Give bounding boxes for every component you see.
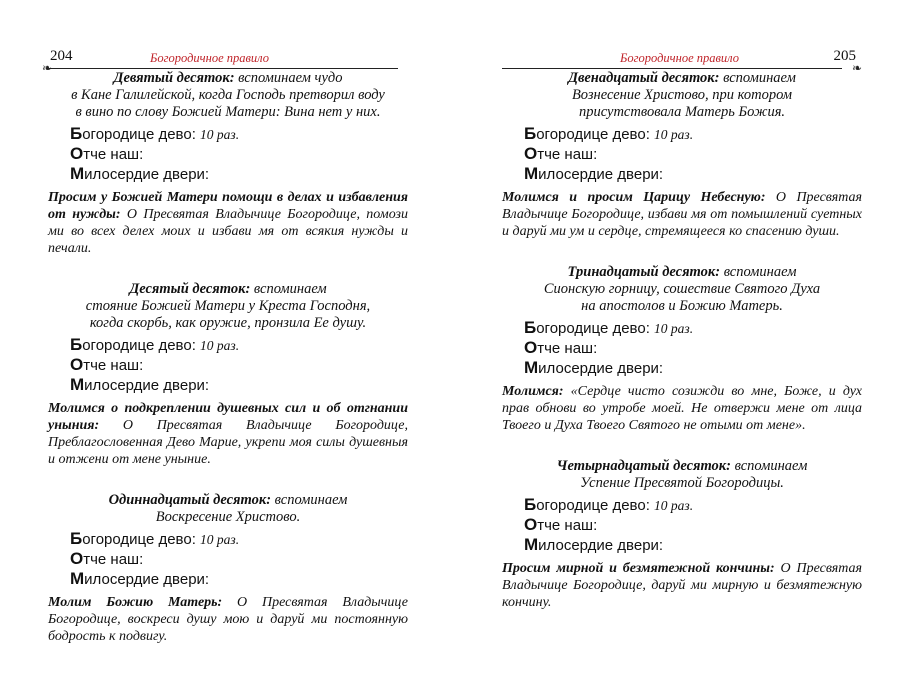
section-heading: Десятый десяток: вспоминаем стояние Божией Матери у Креста Господня, когда скорбь, как оружие, пронзила Ее душу.: [85, 281, 371, 331]
prayer-line: Отче наш:: [70, 549, 144, 568]
prayer-paragraph: Просим у Божией Матери помощи в делах и избавления от нужды: О Пресвятая Владычице Богородице, помози ми во всех делех моих и избави мя от всякия нужды и печали.: [48, 190, 408, 256]
prayer-line: Богородице дево: 10 раз.: [70, 529, 240, 548]
prayer-line: Богородице дево: 10 раз.: [524, 318, 694, 337]
running-title: Богородичное правило: [150, 51, 270, 65]
prayer-list: [502, 495, 862, 555]
prayer-line: Отче наш:: [70, 144, 144, 163]
header-rule: [48, 68, 398, 69]
section-heading: Двенадцатый десяток: вспоминаем Вознесение Христово, при котором присутствовала Матерь Божия.: [568, 70, 796, 120]
prayer-line: Отче наш:: [70, 355, 144, 374]
prayer-list: [48, 335, 408, 395]
decade-section: [502, 458, 862, 611]
decade-section: [48, 281, 408, 468]
running-title: Богородичное правило: [620, 51, 740, 65]
prayer-paragraph: Молимся о подкреплении душевных сил и об отгнании уныния: О Пресвятая Владычице Богородице, Преблагословенная Дево Марие, укрепи моя силы душевныя и отжени от мене уныние.: [48, 401, 408, 467]
decade-section: [502, 264, 862, 434]
page-number: 204: [50, 48, 73, 64]
prayer-line: Милосердие двери:: [70, 569, 210, 588]
page-number: 205: [833, 48, 856, 64]
prayer-paragraph: Молимся и просим Царицу Небесную: О Пресвятая Владычице Богородице, избави мя от помышлений суетных и даруй ми ум и сердце, стремящееся ко спасению души.: [502, 190, 862, 239]
left-page: [42, 0, 408, 645]
running-header: [42, 48, 408, 75]
flourish-ornament: ❧: [851, 61, 862, 75]
prayer-list: [48, 529, 408, 589]
prayer-line: Отче наш:: [524, 144, 598, 163]
prayer-line: Милосердие двери:: [524, 535, 664, 554]
decade-section: [502, 70, 862, 240]
prayer-line: Милосердие двери:: [524, 358, 664, 377]
decade-section: [48, 70, 408, 257]
prayer-paragraph: Просим мирной и безмятежной кончины: О Пресвятая Владычице Богородице, даруй ми мирную и безмятежную кончину.: [502, 561, 863, 610]
prayer-line: Милосердие двери:: [70, 164, 210, 183]
flourish-ornament: ❧: [42, 61, 53, 75]
header-rule: [502, 68, 842, 69]
prayer-list: [502, 124, 862, 184]
prayer-line: Богородице дево: 10 раз.: [70, 335, 240, 354]
prayer-paragraph: Молим Божию Матерь: О Пресвятая Владычице Богородице, воскреси душу мою и даруй ми постоянную бодрость к подвигу.: [48, 595, 408, 644]
running-header: [502, 48, 862, 75]
prayer-line: Богородице дево: 10 раз.: [70, 124, 240, 143]
prayer-paragraph: Молимся: «Сердце чисто созижди во мне, Боже, и дух прав обнови во утробе моей. Не отвержи мене от лица Твоего и Духа Твоего Святого не отыми от мене».: [502, 384, 862, 433]
prayer-list: [48, 124, 408, 184]
prayer-line: Милосердие двери:: [70, 375, 210, 394]
prayer-line: Богородице дево: 10 раз.: [524, 124, 694, 143]
section-heading: Четырнадцатый десяток: вспоминаем Успение Пресвятой Богородицы.: [556, 458, 808, 491]
section-heading: Тринадцатый десяток: вспоминаем Сионскую горницу, сошествие Святого Духа на апостолов и Божию Матерь.: [543, 264, 821, 314]
prayer-line: Милосердие двери:: [524, 164, 664, 183]
prayer-line: Богородице дево: 10 раз.: [524, 495, 694, 514]
right-page: [502, 0, 862, 611]
prayer-line: Отче наш:: [524, 338, 598, 357]
prayer-line: Отче наш:: [524, 515, 598, 534]
section-heading: Девятый десяток: вспоминаем чудо в Кане Галилейской, когда Господь претворил воду в вино по слову Божией Матери: Вина нет у них.: [71, 70, 385, 120]
decade-section: [48, 492, 408, 645]
section-heading: Одиннадцатый десяток: вспоминаем Воскресение Христово.: [108, 492, 348, 525]
prayer-list: [502, 318, 862, 378]
